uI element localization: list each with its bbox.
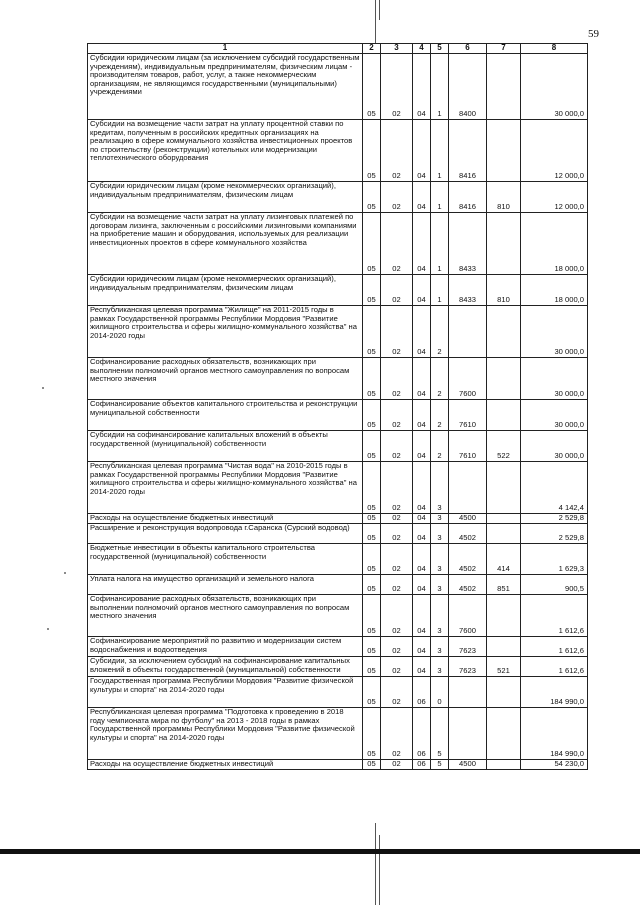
amount-cell: 1 612,6: [521, 637, 588, 657]
amount-cell: 54 230,0: [521, 760, 588, 770]
row-name-cell: Республиканская целевая программа "Чистая вода" на 2010-2015 годы в рамках Государственной программы Республики Мордовия "Развитие жилищного строительства и сферы жилищно-коммунального хозяйства" на 2014-2020 годы: [88, 462, 363, 514]
row-name-cell: Республиканская целевая программа "Жилище" на 2011-2015 годы в рамках Государственной программы Республики Мордовия "Развитие жилищного строительства и сферы жилищно-коммунального хозяйства" на 2014-2020 годы: [88, 306, 363, 358]
amount-cell: 184 990,0: [521, 677, 588, 708]
subsection-code-cell: 02: [381, 637, 413, 657]
row-name-cell: Расходы на осуществление бюджетных инвестиций: [88, 514, 363, 524]
table-row: [88, 595, 588, 637]
row-name-cell: Субсидии юридическим лицам (за исключением субсидий государственным учреждениям), индивидуальным предпринимателям, физическим лицам - производителям товаров, работ, услуг, а также некоммерческим организациям, не являющимся государственными (муниципальными) учреждениями: [88, 54, 363, 120]
header-cell: 6: [449, 44, 487, 54]
section-code-cell: 05: [363, 677, 381, 708]
table-row: [88, 514, 588, 524]
program-code-cell: 06: [413, 760, 431, 770]
table-row: [88, 544, 588, 575]
expense-type-cell: [487, 120, 521, 182]
row-name-cell: Субсидии на возмещение части затрат на уплату лизинговых платежей по договорам лизинга, заключенным с российскими лизинговыми компаниями на приобретение машин и оборудования, используемых для реализации инвестиционных проектов в сфере коммунального хозяйства: [88, 213, 363, 275]
expense-type-cell: [487, 760, 521, 770]
subprogram-code-cell: 1: [431, 54, 449, 120]
expense-type-cell: [487, 358, 521, 400]
subprogram-code-cell: 3: [431, 657, 449, 677]
header-cell: 3: [381, 44, 413, 54]
expense-type-cell: [487, 524, 521, 544]
row-name-cell: Бюджетные инвестиции в объекты капитального строительства государственной (муниципальной) собственности: [88, 544, 363, 575]
program-code-cell: 04: [413, 514, 431, 524]
subprogram-code-cell: 2: [431, 431, 449, 462]
subsection-code-cell: 02: [381, 514, 413, 524]
row-name-cell: Софинансирование расходных обязательств, возникающих при выполнении полномочий органов местного самоуправления по вопросам местного значения: [88, 595, 363, 637]
section-code-cell: 05: [363, 400, 381, 431]
table-row: [88, 708, 588, 760]
expense-type-cell: [487, 306, 521, 358]
subsection-code-cell: 02: [381, 595, 413, 637]
subprogram-code-cell: 2: [431, 306, 449, 358]
amount-cell: 18 000,0: [521, 275, 588, 306]
section-code-cell: 05: [363, 213, 381, 275]
subsection-code-cell: 02: [381, 708, 413, 760]
expense-type-cell: [487, 213, 521, 275]
section-code-cell: 05: [363, 708, 381, 760]
subsection-code-cell: 02: [381, 400, 413, 431]
section-code-cell: 05: [363, 54, 381, 120]
subprogram-code-cell: 0: [431, 677, 449, 708]
table-row: [88, 358, 588, 400]
subsection-code-cell: 02: [381, 575, 413, 595]
amount-cell: 1 612,6: [521, 595, 588, 637]
article-code-cell: [449, 306, 487, 358]
article-code-cell: 8400: [449, 54, 487, 120]
subsection-code-cell: 02: [381, 544, 413, 575]
section-code-cell: 05: [363, 575, 381, 595]
amount-cell: 30 000,0: [521, 54, 588, 120]
table-row: [88, 760, 588, 770]
expense-type-cell: 521: [487, 657, 521, 677]
amount-cell: 900,5: [521, 575, 588, 595]
article-code-cell: [449, 462, 487, 514]
table-row: [88, 431, 588, 462]
expense-type-cell: [487, 708, 521, 760]
table-row: [88, 54, 588, 120]
article-code-cell: 8416: [449, 182, 487, 213]
program-code-cell: 04: [413, 657, 431, 677]
article-code-cell: 4502: [449, 524, 487, 544]
subsection-code-cell: 02: [381, 120, 413, 182]
amount-cell: 1 629,3: [521, 544, 588, 575]
program-code-cell: 04: [413, 120, 431, 182]
expense-type-cell: 810: [487, 182, 521, 213]
subsection-code-cell: 02: [381, 54, 413, 120]
section-code-cell: 05: [363, 514, 381, 524]
amount-cell: 2 529,8: [521, 514, 588, 524]
header-cell: 5: [431, 44, 449, 54]
subsection-code-cell: 02: [381, 275, 413, 306]
section-code-cell: 05: [363, 462, 381, 514]
header-cell: 8: [521, 44, 588, 54]
section-code-cell: 05: [363, 358, 381, 400]
header-cell: 1: [88, 44, 363, 54]
article-code-cell: 7610: [449, 431, 487, 462]
table-row: [88, 120, 588, 182]
expense-type-cell: [487, 462, 521, 514]
row-name-cell: Субсидии юридическим лицам (кроме некоммерческих организаций), индивидуальным предпринимателям, физическим лицам: [88, 275, 363, 306]
subprogram-code-cell: 3: [431, 595, 449, 637]
table-body: [88, 54, 588, 770]
section-code-cell: 05: [363, 431, 381, 462]
subprogram-code-cell: 3: [431, 544, 449, 575]
section-code-cell: 05: [363, 306, 381, 358]
subprogram-code-cell: 2: [431, 400, 449, 431]
subsection-code-cell: 02: [381, 358, 413, 400]
section-code-cell: 05: [363, 182, 381, 213]
row-name-cell: Субсидии на софинансирование капитальных вложений в объекты государственной (муниципальной) собственности: [88, 431, 363, 462]
amount-cell: 18 000,0: [521, 213, 588, 275]
article-code-cell: 4500: [449, 760, 487, 770]
subsection-code-cell: 02: [381, 431, 413, 462]
table-row: [88, 400, 588, 431]
subprogram-code-cell: 3: [431, 575, 449, 595]
program-code-cell: 04: [413, 213, 431, 275]
row-name-cell: Софинансирование объектов капитального строительства и реконструкции муниципальной собственности: [88, 400, 363, 431]
scan-artifact: [64, 572, 66, 574]
table-row: [88, 213, 588, 275]
section-code-cell: 05: [363, 637, 381, 657]
subprogram-code-cell: 3: [431, 514, 449, 524]
program-code-cell: 04: [413, 431, 431, 462]
scan-artifact: [47, 628, 49, 630]
table-row: [88, 182, 588, 213]
scan-line: [379, 0, 380, 20]
table-row: [88, 306, 588, 358]
section-code-cell: 05: [363, 595, 381, 637]
section-code-cell: 05: [363, 524, 381, 544]
subsection-code-cell: 02: [381, 677, 413, 708]
article-code-cell: 8416: [449, 120, 487, 182]
article-code-cell: 4500: [449, 514, 487, 524]
program-code-cell: 04: [413, 182, 431, 213]
expense-type-cell: [487, 400, 521, 431]
article-code-cell: 4502: [449, 575, 487, 595]
expense-type-cell: [487, 514, 521, 524]
section-code-cell: 05: [363, 760, 381, 770]
table-row: [88, 575, 588, 595]
page-bottom-border: [0, 849, 640, 854]
amount-cell: 4 142,4: [521, 462, 588, 514]
subprogram-code-cell: 5: [431, 708, 449, 760]
scan-line: [375, 823, 376, 905]
row-name-cell: Субсидии, за исключением субсидий на софинансирование капитальных вложений в объекты государственной (муниципальной) собственности: [88, 657, 363, 677]
scan-line: [375, 0, 376, 43]
program-code-cell: 04: [413, 524, 431, 544]
subprogram-code-cell: 1: [431, 182, 449, 213]
subprogram-code-cell: 3: [431, 462, 449, 514]
subsection-code-cell: 02: [381, 306, 413, 358]
amount-cell: 30 000,0: [521, 306, 588, 358]
article-code-cell: 7600: [449, 595, 487, 637]
article-code-cell: 4502: [449, 544, 487, 575]
program-code-cell: 04: [413, 54, 431, 120]
row-name-cell: Софинансирование мероприятий по развитию и модернизации систем водоснабжения и водоотведения: [88, 637, 363, 657]
row-name-cell: Расходы на осуществление бюджетных инвестиций: [88, 760, 363, 770]
section-code-cell: 05: [363, 275, 381, 306]
subprogram-code-cell: 3: [431, 524, 449, 544]
subprogram-code-cell: 3: [431, 637, 449, 657]
table-row: [88, 657, 588, 677]
amount-cell: 30 000,0: [521, 431, 588, 462]
article-code-cell: 7623: [449, 657, 487, 677]
program-code-cell: 04: [413, 306, 431, 358]
amount-cell: 30 000,0: [521, 400, 588, 431]
expense-type-cell: [487, 677, 521, 708]
article-code-cell: 8433: [449, 275, 487, 306]
page-number: 59: [588, 28, 599, 40]
subprogram-code-cell: 5: [431, 760, 449, 770]
amount-cell: 12 000,0: [521, 120, 588, 182]
table-row: [88, 462, 588, 514]
expense-type-cell: [487, 54, 521, 120]
header-row: [88, 44, 588, 54]
header-cell: 2: [363, 44, 381, 54]
program-code-cell: 04: [413, 544, 431, 575]
amount-cell: 1 612,6: [521, 657, 588, 677]
article-code-cell: 7600: [449, 358, 487, 400]
header-cell: 7: [487, 44, 521, 54]
scan-line: [379, 835, 380, 905]
row-name-cell: Расширение и реконструкция водопровода г.Саранска (Сурский водовод): [88, 524, 363, 544]
header-cell: 4: [413, 44, 431, 54]
subsection-code-cell: 02: [381, 213, 413, 275]
subprogram-code-cell: 1: [431, 120, 449, 182]
subprogram-code-cell: 1: [431, 275, 449, 306]
program-code-cell: 06: [413, 708, 431, 760]
program-code-cell: 06: [413, 677, 431, 708]
expense-type-cell: 414: [487, 544, 521, 575]
program-code-cell: 04: [413, 595, 431, 637]
article-code-cell: [449, 677, 487, 708]
program-code-cell: 04: [413, 275, 431, 306]
row-name-cell: Уплата налога на имущество организаций и земельного налога: [88, 575, 363, 595]
expense-type-cell: [487, 637, 521, 657]
program-code-cell: 04: [413, 637, 431, 657]
amount-cell: 184 990,0: [521, 708, 588, 760]
subprogram-code-cell: 2: [431, 358, 449, 400]
expense-type-cell: 851: [487, 575, 521, 595]
row-name-cell: Республиканская целевая программа "Подготовка к проведению в 2018 году чемпионата мира по футболу" на 2013 - 2018 годы в рамках Государственной программы Республики Мордовия "Развитие физической культуры и спорта" на 2014-2020 годы: [88, 708, 363, 760]
article-code-cell: [449, 708, 487, 760]
scan-artifact: [42, 387, 44, 389]
subsection-code-cell: 02: [381, 462, 413, 514]
amount-cell: 2 529,8: [521, 524, 588, 544]
row-name-cell: Субсидии на возмещение части затрат на уплату процентной ставки по кредитам, полученным в российских кредитных организациях на реализацию в сфере коммунального хозяйства инвестиционных проектов по строительству (реконструкции) котельных или модернизации теплотехнического оборудования: [88, 120, 363, 182]
program-code-cell: 04: [413, 358, 431, 400]
budget-table: [87, 43, 588, 770]
expense-type-cell: [487, 595, 521, 637]
expense-type-cell: 522: [487, 431, 521, 462]
table-row: [88, 637, 588, 657]
section-code-cell: 05: [363, 120, 381, 182]
program-code-cell: 04: [413, 462, 431, 514]
row-name-cell: Государственная программа Республики Мордовия "Развитие физической культуры и спорта" на 2014-2020 годы: [88, 677, 363, 708]
article-code-cell: 7610: [449, 400, 487, 431]
row-name-cell: Софинансирование расходных обязательств, возникающих при выполнении полномочий органов местного самоуправления по вопросам местного значения: [88, 358, 363, 400]
table-row: [88, 275, 588, 306]
subsection-code-cell: 02: [381, 524, 413, 544]
expense-type-cell: 810: [487, 275, 521, 306]
article-code-cell: 7623: [449, 637, 487, 657]
section-code-cell: 05: [363, 544, 381, 575]
subsection-code-cell: 02: [381, 760, 413, 770]
section-code-cell: 05: [363, 657, 381, 677]
table-row: [88, 524, 588, 544]
amount-cell: 30 000,0: [521, 358, 588, 400]
article-code-cell: 8433: [449, 213, 487, 275]
subsection-code-cell: 02: [381, 657, 413, 677]
amount-cell: 12 000,0: [521, 182, 588, 213]
row-name-cell: Субсидии юридическим лицам (кроме некоммерческих организаций), индивидуальным предпринимателям, физическим лицам: [88, 182, 363, 213]
subprogram-code-cell: 1: [431, 213, 449, 275]
program-code-cell: 04: [413, 575, 431, 595]
table-row: [88, 677, 588, 708]
subsection-code-cell: 02: [381, 182, 413, 213]
program-code-cell: 04: [413, 400, 431, 431]
